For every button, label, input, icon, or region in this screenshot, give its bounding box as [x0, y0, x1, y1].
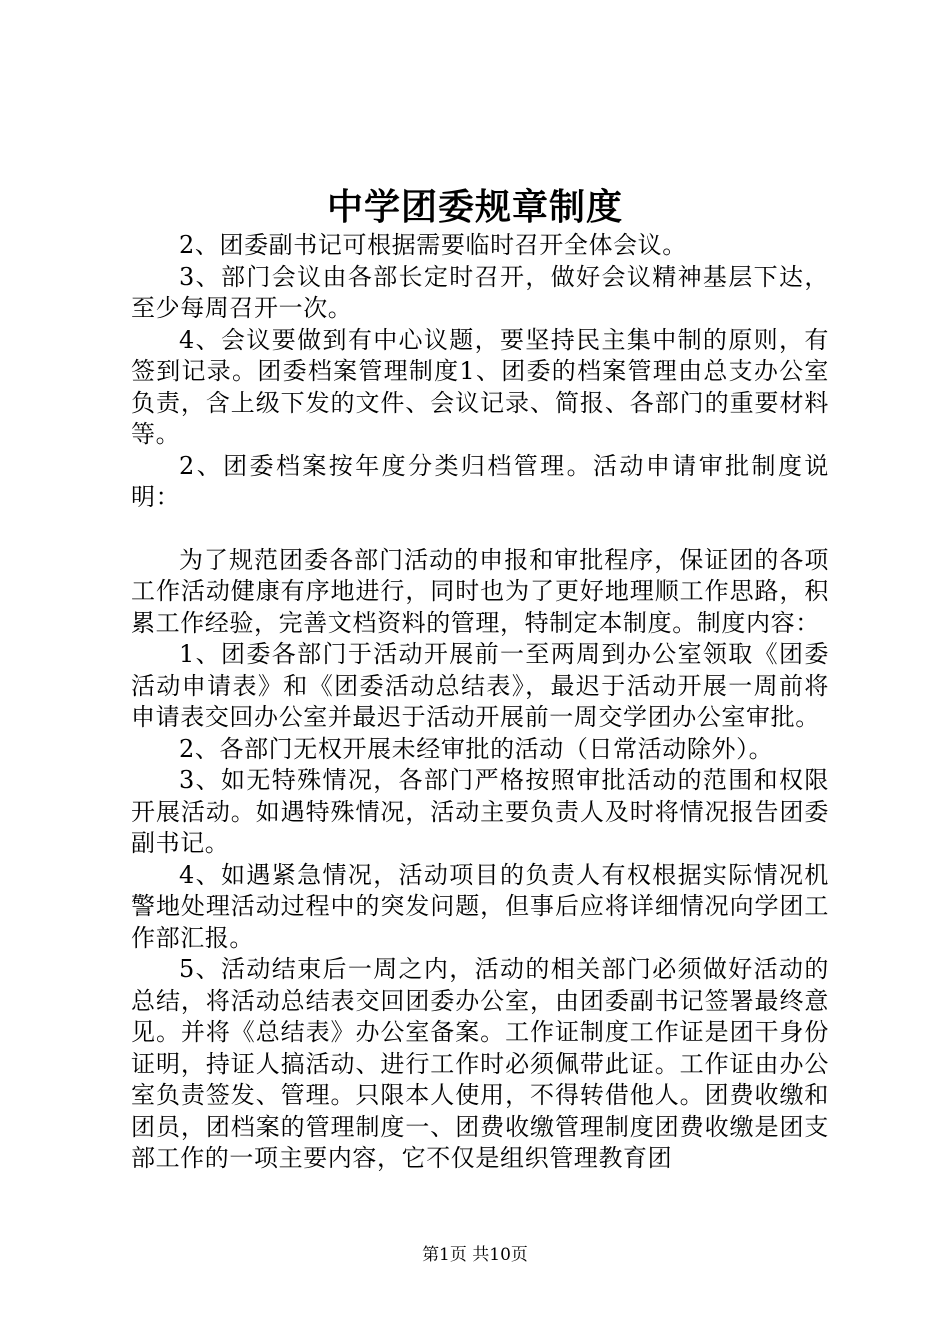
paragraph: 2、团委档案按年度分类归档管理。活动申请审批制度说明： — [131, 451, 829, 511]
document-title: 中学团委规章制度 — [326, 186, 623, 228]
paragraph: 为了规范团委各部门活动的申报和审批程序，保证团的各项工作活动健康有序地进行，同时也为了更好地理顺工作思路，积累工作经验，完善文档资料的管理，特制定本制度。制度内容： — [131, 545, 829, 637]
paragraph: 2、团委副书记可根据需要临时召开全体会议。 — [179, 231, 687, 259]
paragraph: 3、部门会议由各部长定时召开，做好会议精神基层下达，至少每周召开一次。 — [131, 262, 829, 322]
paragraph: 3、如无特殊情况，各部门严格按照审批活动的范围和权限开展活动。如遇特殊情况，活动主要负责人及时将情况报告团委副书记。 — [131, 766, 829, 857]
paragraph: 4、会议要做到有中心议题，要坚持民主集中制的原则，有签到记录。团委档案管理制度1、团委的档案管理由总支办公室负责，含上级下发的文件、会议记录、简报、各部门的重要材料等。 — [131, 325, 829, 448]
paragraph: 4、如遇紧急情况，活动项目的负责人有权根据实际情况机警地处理活动过程中的突发问题，但事后应将详细情况向学团工作部汇报。 — [131, 860, 829, 952]
paragraph: 2、各部门无权开展未经审批的活动（日常活动除外）。 — [179, 734, 774, 763]
paragraph: 1、团委各部门于活动开展前一至两周到办公室领取《团委活动申请表》和《团委活动总结表》，最迟于活动开展一周前将申请表交回办公室并最迟于活动开展前一周交学团办公室审批。 — [131, 640, 829, 731]
document-body — [131, 230, 829, 1175]
page-number-footer: 第1页 共10页 — [422, 1245, 528, 1265]
paragraph: 5、活动结束后一周之内，活动的相关部门必须做好活动的总结，将活动总结表交回团委办公室，由团委副书记签署最终意见。并将《总结表》办公室备案。工作证制度工作证是团干身份证明，持证人搞活动、进行工作时必须佩带此证。工作证由办公室负责签发、管理。只限本人使用，不得转借他人。团费收缴和团员，团档案的管理制度一、团费收缴管理制度团费收缴是团支部工作的一项主要内容，它不仅是组织管理教育团 — [131, 955, 829, 1172]
